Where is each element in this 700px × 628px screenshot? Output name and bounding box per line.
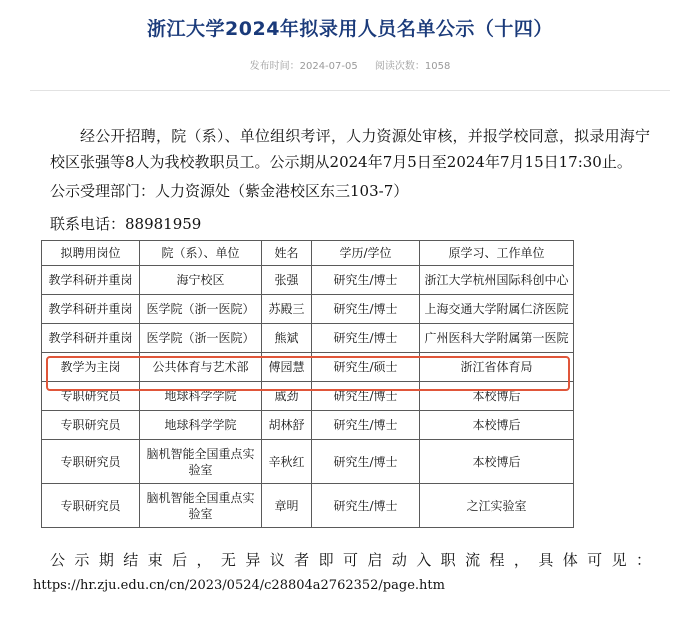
cell-name: 胡林舒 xyxy=(262,411,312,440)
header-cell: 院（系）、单位 xyxy=(140,241,262,266)
cell-name: 熊斌 xyxy=(262,324,312,353)
cell-origin: 本校博后 xyxy=(420,382,574,411)
cell-degree: 研究生/博士 xyxy=(312,411,420,440)
intro-paragraph: 经公开招聘，院（系）、单位组织考评，人力资源处审核，并报学校同意，拟录用海宁校区张强等8人为我校教职员工。公示期从2024年7月5日至2024年7月15日17:30止。 xyxy=(50,127,650,171)
header-cell: 拟聘用岗位 xyxy=(42,241,140,266)
views-info xyxy=(375,61,450,72)
cell-origin: 浙江大学杭州国际科创中心 xyxy=(420,266,574,295)
footer-text: 公示期结束后，无异议者即可启动入职流程，具体可见： xyxy=(50,551,655,569)
cell-origin: 广州医科大学附属第一医院 xyxy=(420,324,574,353)
cell-name: 戚劲 xyxy=(262,382,312,411)
cell-position: 专职研究员 xyxy=(42,382,140,411)
cell-name: 辛秋红 xyxy=(262,440,312,484)
cell-name: 张强 xyxy=(262,266,312,295)
divider xyxy=(30,90,670,91)
table-row xyxy=(42,484,574,528)
cell-origin: 浙江省体育局 xyxy=(420,353,574,382)
article-meta xyxy=(0,57,700,72)
cell-origin: 之江实验室 xyxy=(420,484,574,528)
cell-unit: 海宁校区 xyxy=(140,266,262,295)
publish-info xyxy=(250,61,358,72)
cell-position: 教学科研并重岗 xyxy=(42,295,140,324)
cell-name: 章明 xyxy=(262,484,312,528)
cell-position: 教学为主岗 xyxy=(42,353,140,382)
table-row xyxy=(42,440,574,484)
table-header-row xyxy=(42,241,574,266)
cell-degree: 研究生/博士 xyxy=(312,295,420,324)
cell-position: 教学科研并重岗 xyxy=(42,266,140,295)
cell-degree: 研究生/硕士 xyxy=(312,353,420,382)
header-cell: 原学习、工作单位 xyxy=(420,241,574,266)
cell-unit: 脑机智能全国重点实验室 xyxy=(140,484,262,528)
views-count: 1058 xyxy=(424,61,451,72)
cell-degree: 研究生/博士 xyxy=(312,484,420,528)
footer-link[interactable]: https://hr.zju.edu.cn/cn/2023/0524/c28804a2762352/page.htm xyxy=(33,578,445,593)
cell-origin: 上海交通大学附属仁济医院 xyxy=(420,295,574,324)
page-title: 浙江大学2024年拟录用人员名单公示（十四） xyxy=(147,18,553,40)
cell-degree: 研究生/博士 xyxy=(312,266,420,295)
cell-position: 教学科研并重岗 xyxy=(42,324,140,353)
cell-degree: 研究生/博士 xyxy=(312,440,420,484)
publish-label: 发布时间： xyxy=(249,61,300,72)
cell-position: 专职研究员 xyxy=(42,484,140,528)
cell-unit: 医学院（浙一医院） xyxy=(140,324,262,353)
table-row xyxy=(42,324,574,353)
cell-position: 专职研究员 xyxy=(42,440,140,484)
phone-line: 联系电话：88981959 xyxy=(50,215,202,233)
cell-name: 傅园慧 xyxy=(262,353,312,382)
cell-origin: 本校博后 xyxy=(420,411,574,440)
cell-degree: 研究生/博士 xyxy=(312,382,420,411)
cell-unit: 医学院（浙一医院） xyxy=(140,295,262,324)
table-row xyxy=(42,411,574,440)
cell-degree: 研究生/博士 xyxy=(312,324,420,353)
table-row xyxy=(42,295,574,324)
cell-unit: 公共体育与艺术部 xyxy=(140,353,262,382)
header-cell: 姓名 xyxy=(262,241,312,266)
dept-line: 公示受理部门：人力资源处（紫金港校区东三103-7） xyxy=(50,182,409,200)
cell-origin: 本校博后 xyxy=(420,440,574,484)
views-label: 阅读次数： xyxy=(374,61,425,72)
table-row xyxy=(42,266,574,295)
cell-unit: 地球科学学院 xyxy=(140,411,262,440)
cell-position: 专职研究员 xyxy=(42,411,140,440)
cell-unit: 地球科学学院 xyxy=(140,382,262,411)
publish-date: 2024-07-05 xyxy=(299,61,358,72)
header-cell: 学历/学位 xyxy=(312,241,420,266)
cell-unit: 脑机智能全国重点实验室 xyxy=(140,440,262,484)
highlight-box xyxy=(46,356,570,391)
cell-name: 苏殿三 xyxy=(262,295,312,324)
